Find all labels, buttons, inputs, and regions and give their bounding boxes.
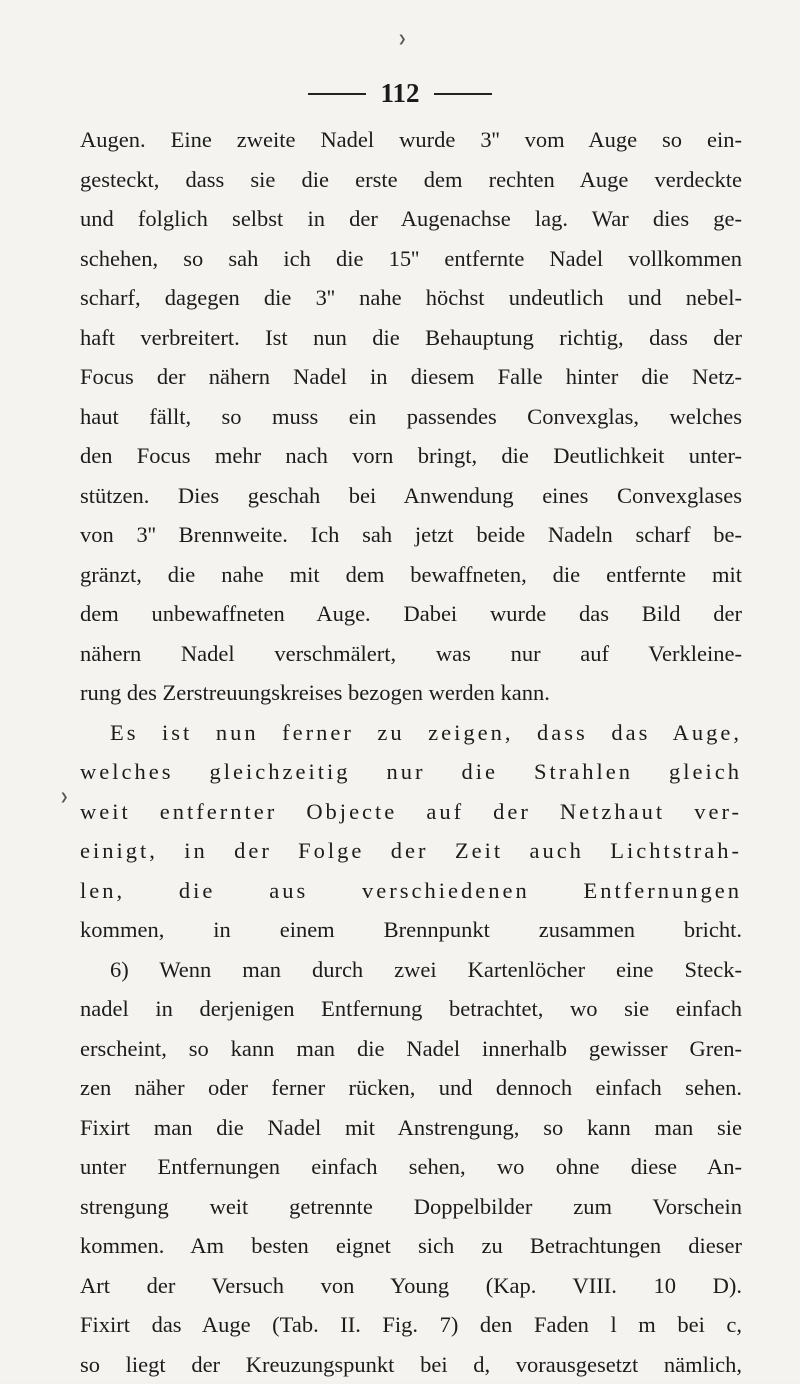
text-line: scharf, dagegen die 3'' nahe höchst undeutlich und nebel- bbox=[80, 278, 742, 318]
text-line: welches gleichzeitig nur die Strahlen gleich bbox=[80, 752, 742, 792]
text-line: len, die aus verschiedenen Entfernungen bbox=[80, 871, 742, 911]
text-line: haft verbreitert. Ist nun die Behauptung richtig, dass der bbox=[80, 318, 742, 358]
text-line: gesteckt, dass sie die erste dem rechten Auge verdeckte bbox=[80, 160, 742, 200]
header-rule-right bbox=[434, 93, 492, 95]
text-line: stützen. Dies geschah bei Anwendung eines Convexglases bbox=[80, 476, 742, 516]
text-line: kommen. Am besten eignet sich zu Betrachtungen dieser bbox=[80, 1226, 742, 1266]
page-number: 112 bbox=[380, 78, 419, 108]
text-line: kommen, in einem Brennpunkt zusammen bricht. bbox=[80, 910, 742, 950]
text-line: Fixirt das Auge (Tab. II. Fig. 7) den Faden l m bei c, bbox=[80, 1305, 742, 1345]
text-line: von 3'' Brennweite. Ich sah jetzt beide Nadeln scharf be- bbox=[80, 515, 742, 555]
text-line: Focus der nähern Nadel in diesem Falle hinter die Netz- bbox=[80, 357, 742, 397]
text-line: und folglich selbst in der Augenachse lag. War dies ge- bbox=[80, 199, 742, 239]
page-header bbox=[0, 78, 800, 108]
text-line: Augen. Eine zweite Nadel wurde 3'' vom Auge so ein- bbox=[80, 120, 742, 160]
margin-mark-icon: ❯ bbox=[60, 792, 68, 803]
text-line: schehen, so sah ich die 15'' entfernte Nadel vollkommen bbox=[80, 239, 742, 279]
text-line: dem unbewaffneten Auge. Dabei wurde das Bild der bbox=[80, 594, 742, 634]
text-line: rung des Zerstreuungskreises bezogen werden kann. bbox=[80, 673, 742, 713]
body-text bbox=[80, 120, 742, 1384]
text-line: unter Entfernungen einfach sehen, wo ohne diese An- bbox=[80, 1147, 742, 1187]
text-line: nähern Nadel verschmälert, was nur auf Verkleine- bbox=[80, 634, 742, 674]
text-line: erscheint, so kann man die Nadel innerhalb gewisser Gren- bbox=[80, 1029, 742, 1069]
text-line: Art der Versuch von Young (Kap. VIII. 10 D). bbox=[80, 1266, 742, 1306]
text-line: so liegt der Kreuzungspunkt bei d, vorausgesetzt nämlich, bbox=[80, 1345, 742, 1384]
text-line: 6) Wenn man durch zwei Kartenlöcher eine Steck- bbox=[80, 950, 742, 990]
text-line: Fixirt man die Nadel mit Anstrengung, so kann man sie bbox=[80, 1108, 742, 1148]
text-line: strengung weit getrennte Doppelbilder zum Vorschein bbox=[80, 1187, 742, 1227]
text-line: den Focus mehr nach vorn bringt, die Deutlichkeit unter- bbox=[80, 436, 742, 476]
text-line: zen näher oder ferner rücken, und dennoch einfach sehen. bbox=[80, 1068, 742, 1108]
text-line: nadel in derjenigen Entfernung betrachtet, wo sie einfach bbox=[80, 989, 742, 1029]
text-line: weit entfernter Objecte auf der Netzhaut ver- bbox=[80, 792, 742, 832]
text-line: gränzt, die nahe mit dem bewaffneten, die entfernte mit bbox=[80, 555, 742, 595]
header-rule-left bbox=[308, 93, 366, 95]
text-line: einigt, in der Folge der Zeit auch Lichtstrah- bbox=[80, 831, 742, 871]
text-line: Es ist nun ferner zu zeigen, dass das Auge, bbox=[80, 713, 742, 753]
text-line: haut fällt, so muss ein passendes Convexglas, welches bbox=[80, 397, 742, 437]
margin-mark-icon: ❯ bbox=[398, 34, 406, 45]
